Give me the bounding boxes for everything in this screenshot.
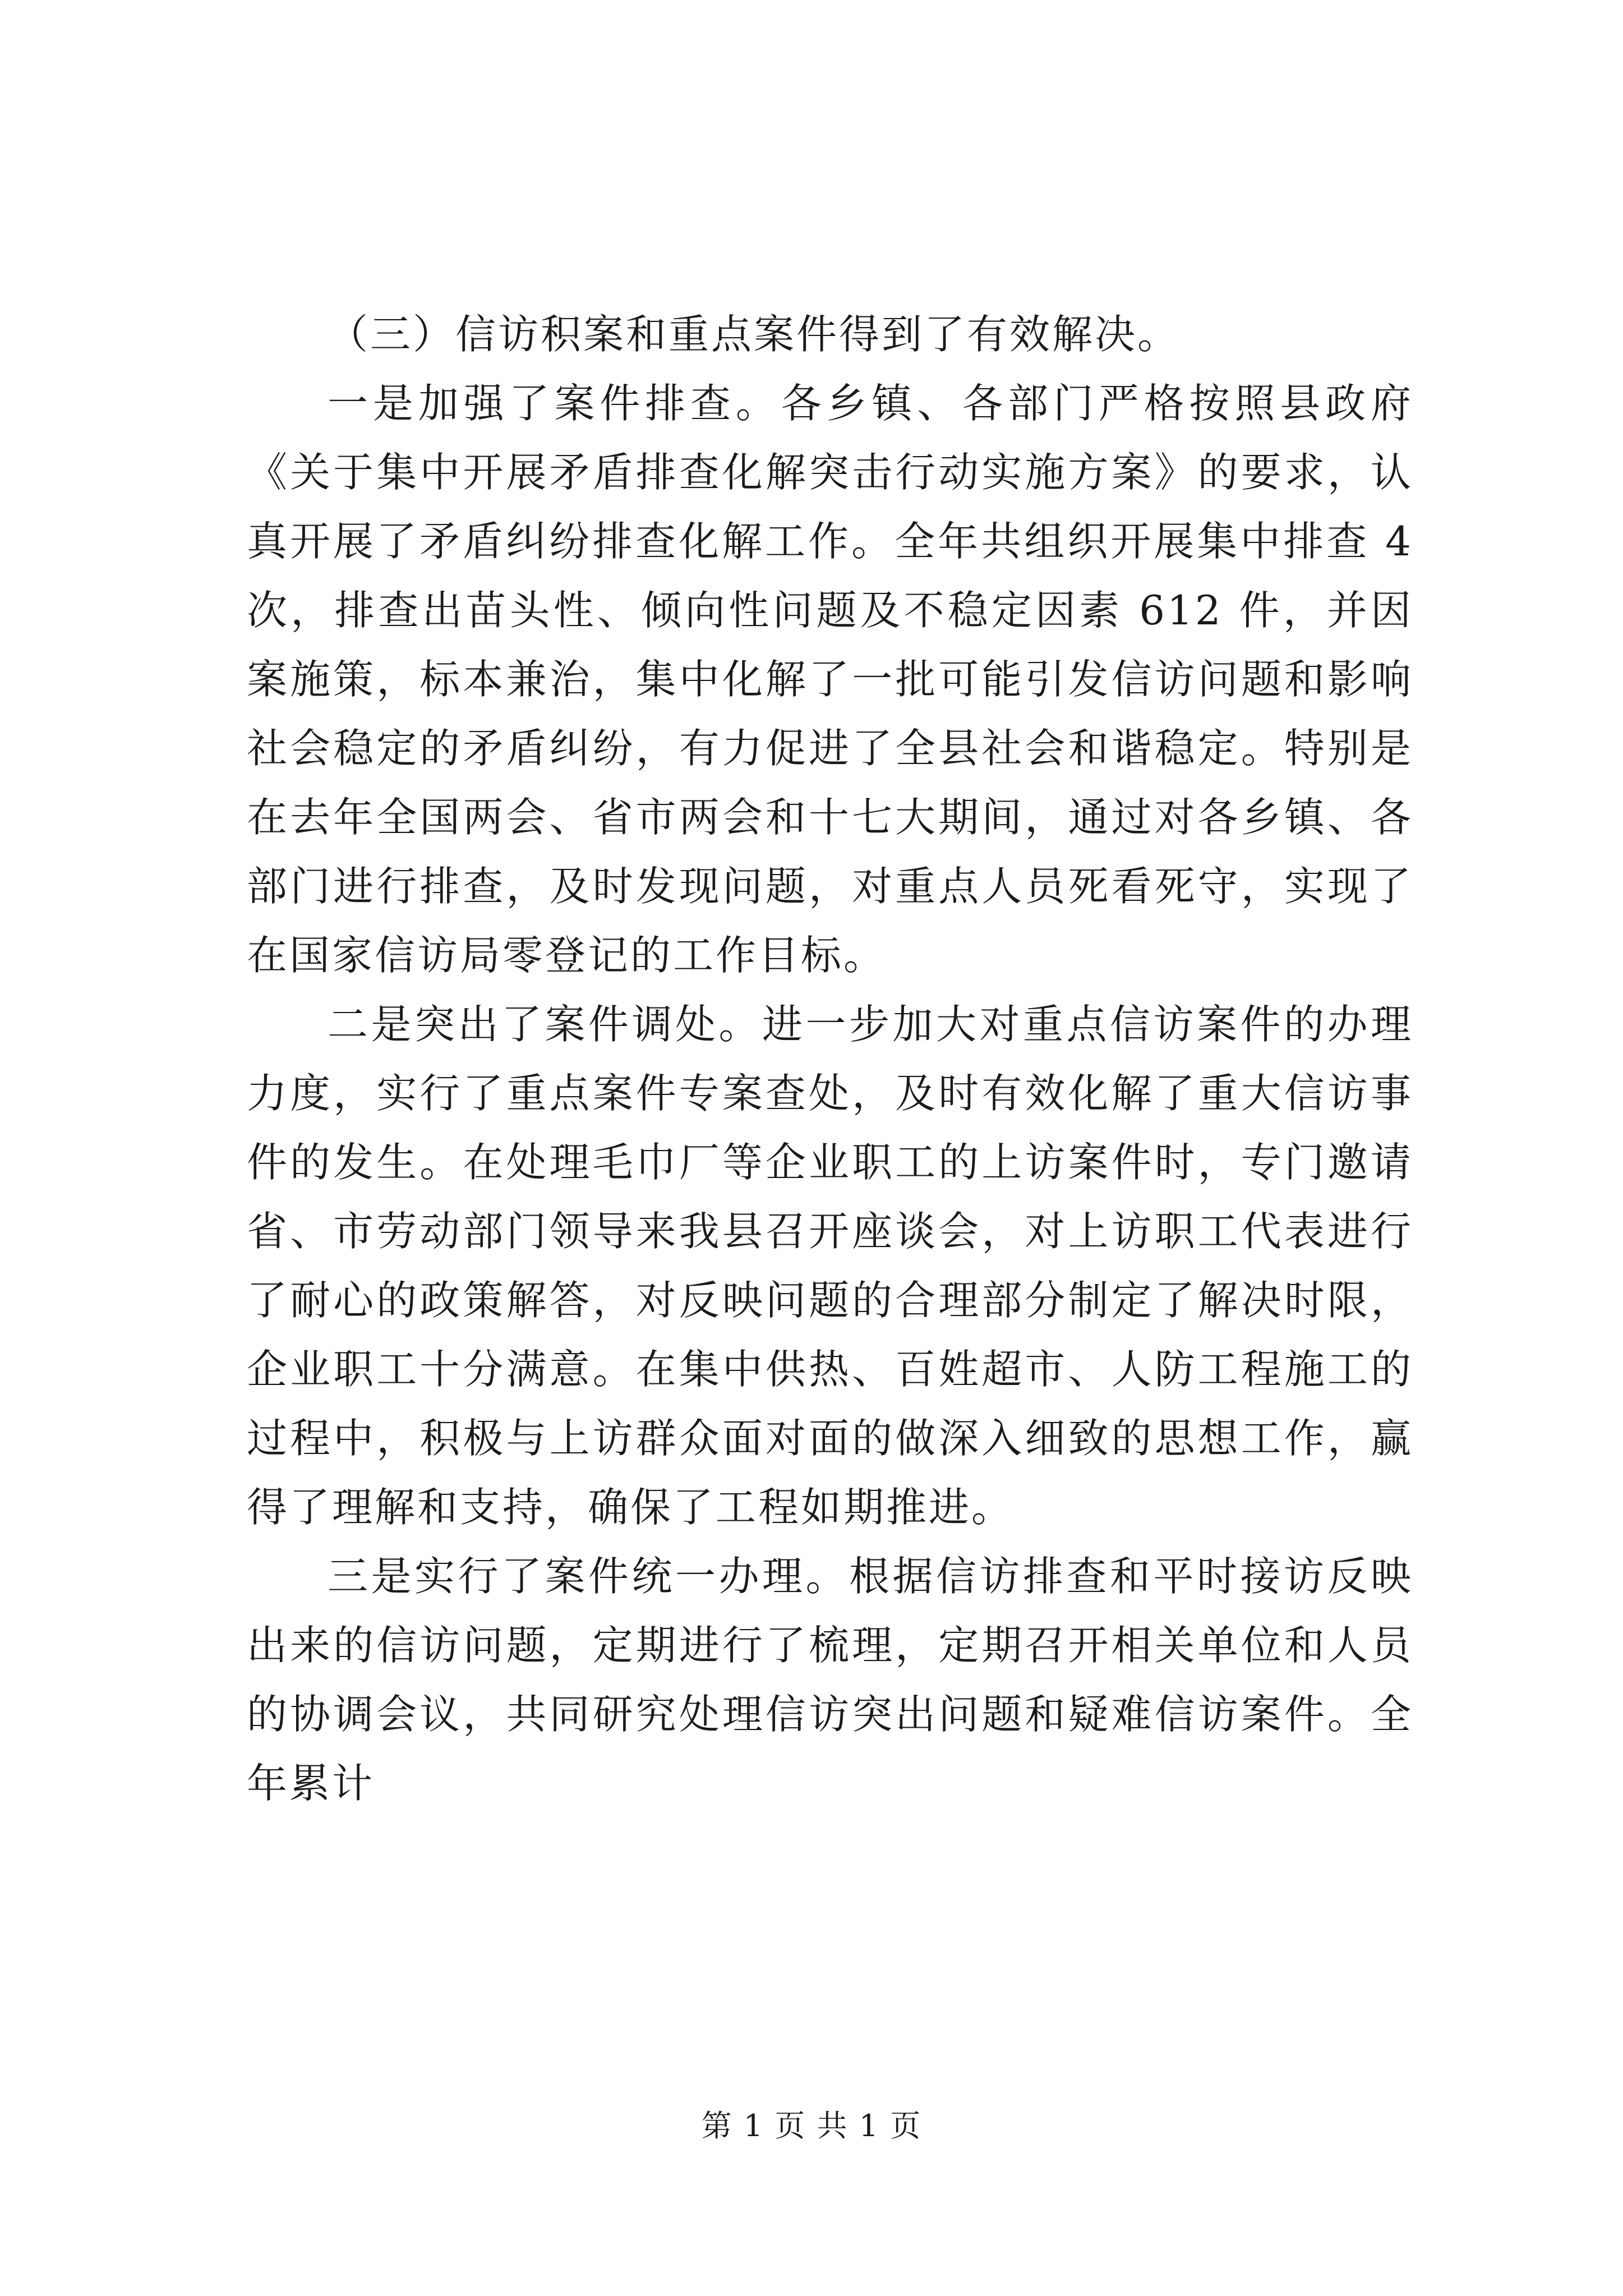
paragraph-case-mediation: 二是突出了案件调处。进一步加大对重点信访案件的办理力度，实行了重点案件专案查处，及时有效化解了重大信访事件的发生。在处理毛巾厂等企业职工的上访案件时，专门邀请省、市劳动部门领导来我县召开座谈会，对上访职工代表进行了耐心的政策解答，对反映问题的合理部分制定了解决时限，企业职工十分满意。在集中供热、百姓超市、人防工程施工的过程中，积极与上访群众面对面的做深入细致的思想工作，赢得了理解和支持，确保了工程如期推进。 — [247, 1001, 1413, 1531]
paragraph-unified-handling: 三是实行了案件统一办理。根据信访排查和平时接访反映出来的信访问题，定期进行了梳理，定期召开相关单位和人员的协调会议，共同研究处理信访突出问题和疑难信访案件。全年累计 — [247, 1553, 1413, 1807]
page-footer: 第 1 页 共 1 页 — [701, 2108, 922, 2143]
document-body — [247, 300, 1413, 1818]
paragraph-case-screening: 一是加强了案件排查。各乡镇、各部门严格按照县政府《关于集中开展矛盾排查化解突击行动实施方案》的要求，认真开展了矛盾纠纷排查化解工作。全年共组织开展集中排查 4 次，排查出苗头性、倾向性问题及不稳定因素 612 件，并因案施策，标本兼治，集中化解了一批可能引发信访问题和影响社会稳定的矛盾纠纷，有力促进了全县社会和谐稳定。特别是在去年全国两会、省市两会和十七大期间，通过对各乡镇、各部门进行排查，及时发现问题，对重点人员死看死守，实现了在国家信访局零登记的工作目标。 — [247, 380, 1413, 979]
section-heading: （三）信访积案和重点案件得到了有效解决。 — [328, 311, 1181, 358]
